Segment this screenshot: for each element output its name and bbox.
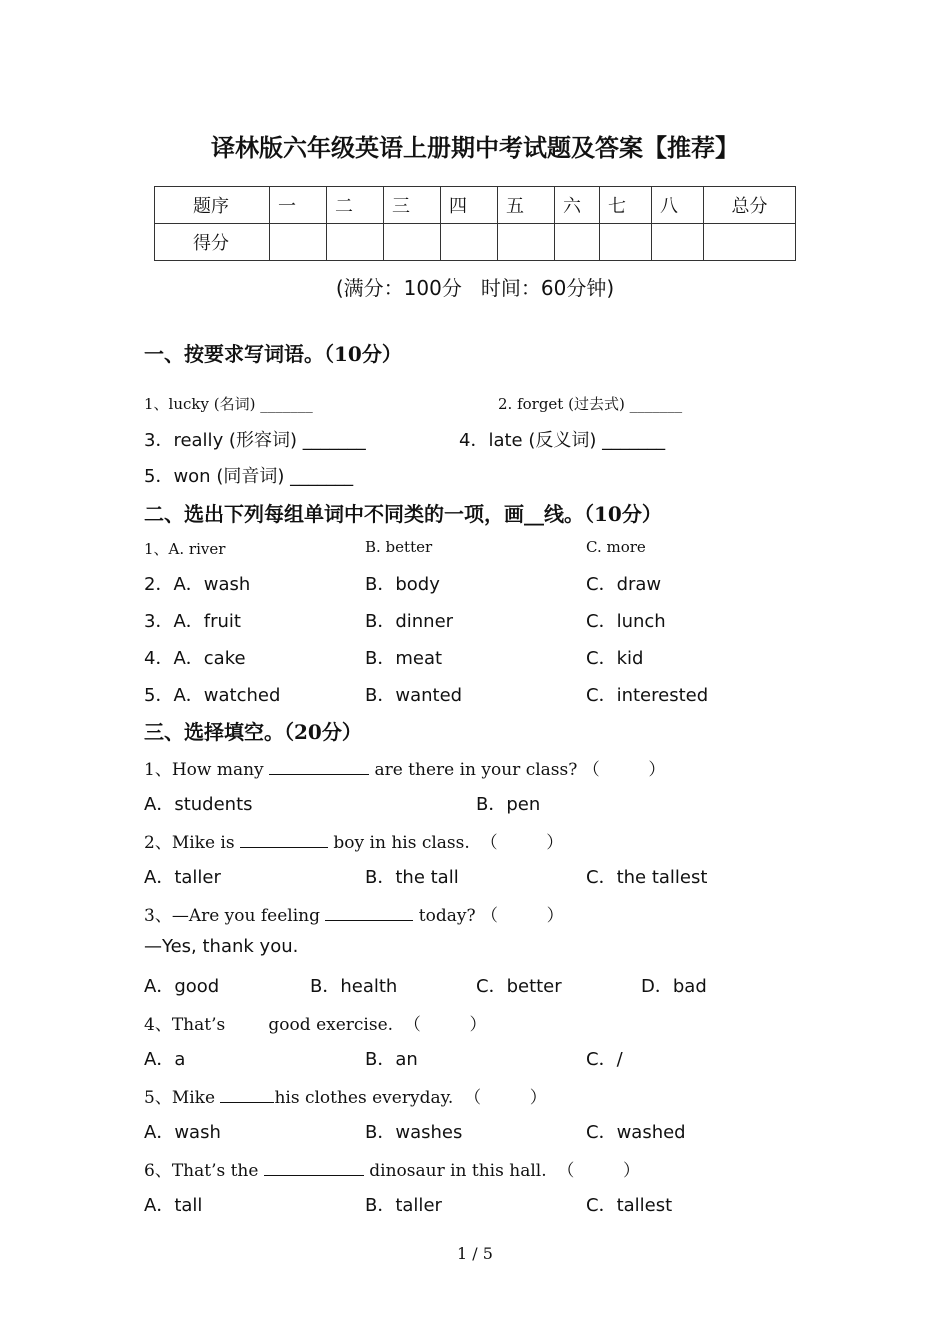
s3-question-4: 4、That’s good exercise. （ ） xyxy=(144,1015,487,1035)
score-cell[interactable] xyxy=(555,224,600,261)
s2-row3-option-b: B．dinner xyxy=(365,611,454,632)
score-cell[interactable] xyxy=(441,224,498,261)
score-header-cell: 七 xyxy=(600,187,652,224)
s3-q5-option-b: B．washes xyxy=(365,1122,463,1143)
s3-q1-option-a: A．students xyxy=(144,794,253,815)
s3-q3-option-b: B．health xyxy=(310,976,398,997)
s3-q6-blank[interactable] xyxy=(264,1158,364,1176)
s2-row2-option-a: 2．A．wash xyxy=(144,574,251,595)
score-header-cell: 五 xyxy=(498,187,555,224)
score-header-cell: 题序 xyxy=(155,187,270,224)
s3-q2-blank[interactable] xyxy=(240,830,328,848)
full-mark-info: (满分：100分 时间：60分钟) xyxy=(335,276,615,300)
score-table-header-row xyxy=(155,187,796,224)
s3-question-1 xyxy=(144,755,665,780)
s3-q6-text-after: dinosaur in this hall. （ ） xyxy=(363,1161,641,1181)
score-table-score-row xyxy=(155,224,796,261)
section3-heading: 三、选择填空。（20分） xyxy=(144,720,362,744)
s1-question-1: 1、lucky (名词) _______ xyxy=(144,395,313,413)
s3-question-3 xyxy=(144,901,564,926)
s3-q3-reply: —Yes, thank you. xyxy=(144,936,299,957)
s2-row4-option-c: C．kid xyxy=(586,648,644,669)
s3-q1-option-b: B．pen xyxy=(476,794,541,815)
page-number: 1 / 5 xyxy=(457,1244,493,1263)
s3-q6-option-b: B．taller xyxy=(365,1195,442,1216)
s3-q3-text-before: 3、—Are you feeling xyxy=(144,906,326,926)
s3-q5-blank[interactable] xyxy=(220,1085,274,1103)
s2-row1-option-b: B. better xyxy=(365,538,433,556)
score-cell[interactable] xyxy=(270,224,327,261)
s2-row2-option-b: B．body xyxy=(365,574,440,595)
section1-heading: 一、按要求写词语。（10分） xyxy=(144,342,402,366)
s2-row3-option-a: 3．A．fruit xyxy=(144,611,241,632)
s2-row3-option-c: C．lunch xyxy=(586,611,666,632)
s2-row1-option-c: C. more xyxy=(586,538,646,556)
s3-q3-text-after: today? （ ） xyxy=(413,906,564,926)
s3-q4-option-a: A．a xyxy=(144,1049,186,1070)
s3-question-5 xyxy=(144,1083,547,1108)
s1-question-3: 3．really (形容词) _______ xyxy=(144,430,366,451)
s3-q2-option-c: C．the tallest xyxy=(586,867,708,888)
s3-q6-option-a: A．tall xyxy=(144,1195,203,1216)
page-title: 译林版六年级英语上册期中考试题及答案【推荐】 xyxy=(211,134,739,162)
s3-q6-text-before: 6、That’s the xyxy=(144,1161,264,1181)
s2-row5-option-b: B．wanted xyxy=(365,685,463,706)
score-header-cell: 二 xyxy=(327,187,384,224)
score-cell[interactable] xyxy=(704,224,796,261)
s3-q1-text-before: 1、How many xyxy=(144,760,270,780)
s3-q3-option-c: C．better xyxy=(476,976,562,997)
s2-row4-option-a: 4．A．cake xyxy=(144,648,246,669)
s2-row5-option-c: C．interested xyxy=(586,685,709,706)
score-table xyxy=(154,186,796,261)
s3-q1-blank[interactable] xyxy=(269,757,369,775)
s3-q2-option-a: A．taller xyxy=(144,867,221,888)
score-header-cell: 总分 xyxy=(704,187,796,224)
score-cell[interactable] xyxy=(652,224,704,261)
section2-heading: 二、选出下列每组单词中不同类的一项，画__线。（10分） xyxy=(144,502,662,526)
score-row-label: 得分 xyxy=(155,224,270,261)
s3-q3-blank[interactable] xyxy=(325,903,413,921)
score-header-cell: 三 xyxy=(384,187,441,224)
s3-q5-text-after: his clothes everyday. （ ） xyxy=(274,1088,547,1108)
s3-q4-option-b: B．an xyxy=(365,1049,418,1070)
s3-q4-option-c: C．/ xyxy=(586,1049,623,1070)
score-cell[interactable] xyxy=(600,224,652,261)
score-cell[interactable] xyxy=(384,224,441,261)
score-header-cell: 一 xyxy=(270,187,327,224)
s1-question-5: 5．won (同音词) _______ xyxy=(144,466,354,487)
s3-q2-option-b: B．the tall xyxy=(365,867,459,888)
score-cell[interactable] xyxy=(327,224,384,261)
s1-question-2: 2. forget (过去式) _______ xyxy=(498,395,683,413)
s2-row1-option-a: 1、A. river xyxy=(144,540,226,558)
s3-q6-option-c: C．tallest xyxy=(586,1195,673,1216)
s2-row2-option-c: C．draw xyxy=(586,574,662,595)
s3-question-2 xyxy=(144,828,563,853)
score-cell[interactable] xyxy=(498,224,555,261)
s3-q3-option-a: A．good xyxy=(144,976,220,997)
s3-q3-option-d: D．bad xyxy=(641,976,707,997)
s3-q2-text-after: boy in his class. （ ） xyxy=(328,833,564,853)
score-header-cell: 六 xyxy=(555,187,600,224)
s1-question-4: 4．late (反义词) _______ xyxy=(459,430,666,451)
score-header-cell: 四 xyxy=(441,187,498,224)
s2-row5-option-a: 5．A．watched xyxy=(144,685,281,706)
s3-q5-option-c: C．washed xyxy=(586,1122,686,1143)
s2-row4-option-b: B．meat xyxy=(365,648,443,669)
s3-q5-option-a: A．wash xyxy=(144,1122,221,1143)
s3-q2-text-before: 2、Mike is xyxy=(144,833,240,853)
score-header-cell: 八 xyxy=(652,187,704,224)
s3-question-6 xyxy=(144,1156,640,1181)
s3-q5-text-before: 5、Mike xyxy=(144,1088,221,1108)
s3-q1-text-after: are there in your class? （ ） xyxy=(369,760,666,780)
